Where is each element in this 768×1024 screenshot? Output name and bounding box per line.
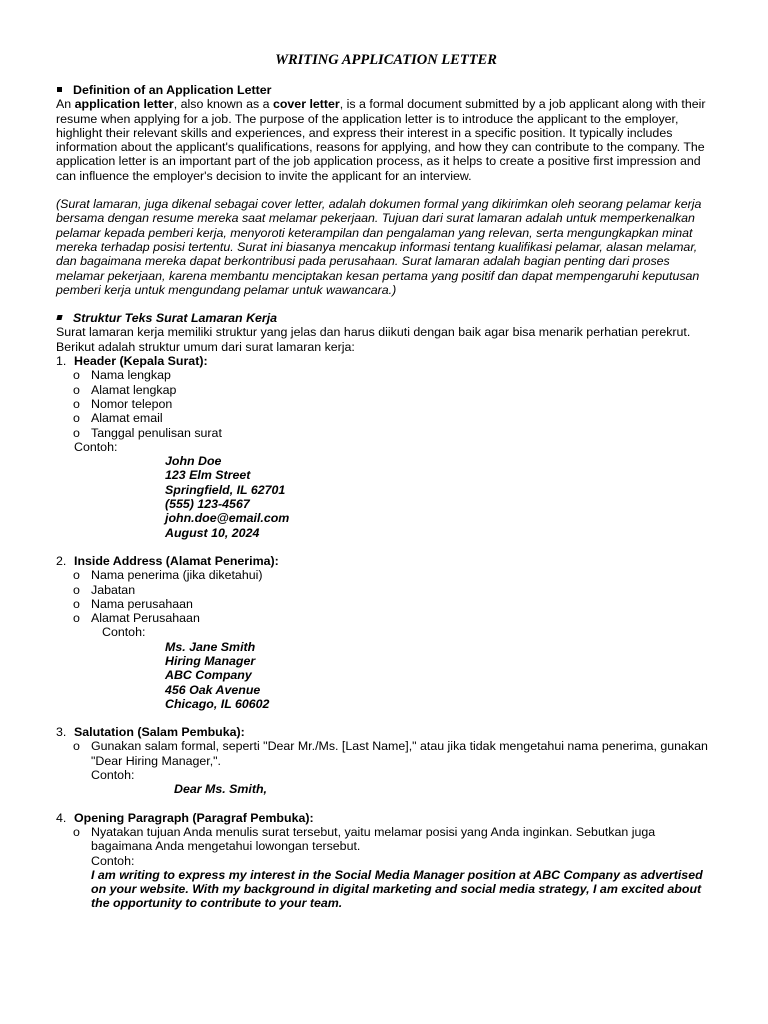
page-title: WRITING APPLICATION LETTER — [275, 52, 497, 68]
square-bullet-icon — [57, 87, 62, 92]
structure-intro: Surat lamaran kerja memiliki struktur yang jelas dan harus diikuti dengan baik agar bisa menarik perhatian perekrut. Berikut adalah struktur umum dari surat lamaran kerja: — [56, 325, 691, 354]
example-line: Springfield, IL 62701 — [165, 482, 286, 497]
opening-items-list — [56, 825, 716, 911]
definition-text-a: An — [56, 97, 75, 112]
list-item — [73, 397, 716, 411]
circle-bullet-icon: o — [73, 368, 80, 383]
section-title-text: Header (Kepala Surat): — [74, 354, 208, 369]
list-item-text: Nama perusahaan — [91, 596, 193, 611]
section-salutation-title — [56, 725, 716, 739]
list-item — [73, 568, 716, 582]
section-title-text: Opening Paragraph (Paragraf Pembuka): — [74, 810, 314, 825]
circle-bullet-icon: o — [73, 611, 80, 626]
circle-bullet-icon: o — [73, 596, 80, 611]
section-number: 2. — [56, 553, 67, 568]
example-line: Hiring Manager — [165, 653, 256, 668]
example-line: ABC Company — [165, 668, 252, 683]
list-item-text: Alamat email — [91, 411, 163, 426]
term-cover-letter: cover letter — [272, 97, 340, 112]
circle-bullet-icon: o — [73, 739, 80, 754]
definition-translation: (Surat lamaran, juga dikenal sebagai cover letter, adalah dokumen formal yang dikirimkan oleh seorang pelamar kerja bersama dengan resume mereka saat melamar pekerjaan. Tujuan dari surat lamaran adalah untuk memperkenalkan pelamar kepada pemberi kerja, menyoroti keterampilan dan pengalaman yang relevan, serta mengungkapkan minat mereka terhadap posisi tertentu. Surat ini biasanya mencakup informasi tentang kualifikasi pelamar, alasan melamar, dan bagaimana mereka dapat berkontribusi pada perusahaan. Surat lamaran adalah bagian penting dari proses melamar pekerjaan, karena membantu menciptakan kesan pertama yang positif dan dapat mempengaruhi keputusan pemberi kerja untuk mengundang pelamar untuk wawancara.) — [56, 197, 702, 297]
list-item-text: Gunakan salam formal, seperti "Dear Mr./Ms. [Last Name]," atau jika tidak mengetahui nama penerima, gunakan "Dear Hiring Manager,". — [91, 739, 708, 768]
opening-example: I am writing to express my interest in the Social Media Manager position at ABC Company as advertised on your website. With my background in digital marketing and social media strategy, I am excited about the opportunity to contribute to your team. — [91, 867, 703, 911]
list-item — [73, 611, 716, 625]
example-label: Contoh: — [91, 768, 135, 783]
list-item-text: Nama penerima (jika diketahui) — [91, 568, 263, 583]
circle-bullet-icon: o — [73, 425, 80, 440]
definition-heading — [56, 83, 716, 97]
section-number: 3. — [56, 725, 67, 740]
example-line: 456 Oak Avenue — [165, 682, 261, 697]
circle-bullet-icon: o — [73, 411, 80, 426]
circle-bullet-icon: o — [73, 824, 80, 839]
header-example-block — [56, 454, 716, 540]
list-item — [73, 383, 716, 397]
list-item — [73, 739, 716, 782]
list-item-text: Alamat Perusahaan — [91, 611, 200, 626]
inside-address-items-list — [56, 568, 716, 625]
example-label: Contoh: — [91, 853, 135, 868]
list-item-text: Alamat lengkap — [91, 382, 177, 397]
section-title-text: Inside Address (Alamat Penerima): — [74, 553, 279, 568]
list-item — [73, 825, 716, 911]
structure-heading-text: Struktur Teks Surat Lamaran Kerja — [73, 311, 278, 326]
definition-text-c: , also known as a — [173, 97, 273, 112]
structure-heading — [56, 311, 716, 325]
definition-heading-text: Definition of an Application Letter — [73, 83, 272, 97]
inside-address-example-block — [56, 640, 716, 711]
circle-bullet-icon: o — [73, 396, 80, 411]
example-line: 123 Elm Street — [165, 468, 251, 483]
example-line: John Doe — [165, 454, 222, 469]
list-item — [73, 583, 716, 597]
circle-bullet-icon: o — [73, 382, 80, 397]
list-item-text: Nomor telepon — [91, 396, 173, 411]
document-page — [56, 51, 716, 911]
term-application-letter: application letter — [74, 97, 174, 112]
list-item-text: Tanggal penulisan surat — [91, 425, 222, 440]
salutation-items-list — [56, 739, 716, 782]
definition-text-e: , is a formal document submitted by a job applicant along with their resume when applying for a job. The purpose of the application letter is to introduce the applicant to the employer, highlight their relevant skills and experiences, and express their interest in a specific position. It typically includes information about the applicant's qualifications, reasons for applying, and how they can contribute to the company. The application letter is an important part of the job application process, as it helps to create a positive first impression and can influence the employer's decision to invite the applicant for an interview. — [56, 97, 706, 183]
circle-bullet-icon: o — [73, 582, 80, 597]
example-line: (555) 123-4567 — [165, 497, 250, 512]
list-item-text: Nyatakan tujuan Anda menulis surat tersebut, yaitu melamar posisi yang Anda inginkan. Sebutkan juga bagaimana Anda mengetahui lowongan tersebut. — [91, 824, 656, 854]
list-item — [73, 411, 716, 425]
salutation-example: Dear Ms. Smith, — [174, 782, 267, 797]
example-label: Contoh: — [102, 625, 146, 640]
example-line: Ms. Jane Smith — [165, 639, 256, 654]
section-inside-address-title — [56, 554, 716, 568]
definition-paragraph — [56, 97, 716, 183]
list-item — [73, 368, 716, 382]
section-opening-title — [56, 811, 716, 825]
list-item-text: Jabatan — [91, 582, 136, 597]
section-number: 1. — [56, 354, 67, 369]
example-label: Contoh: — [74, 439, 118, 454]
square-bullet-icon — [56, 315, 62, 320]
header-items-list — [56, 368, 716, 439]
circle-bullet-icon: o — [73, 568, 80, 583]
section-header-title — [56, 354, 716, 368]
example-line: Chicago, IL 60602 — [165, 696, 270, 711]
list-item-text: Nama lengkap — [91, 368, 171, 383]
example-line: john.doe@email.com — [165, 511, 290, 526]
section-number: 4. — [56, 810, 67, 825]
example-line: August 10, 2024 — [165, 525, 260, 540]
list-item — [73, 597, 716, 611]
list-item — [73, 426, 716, 440]
section-title-text: Salutation (Salam Pembuka): — [74, 725, 245, 740]
